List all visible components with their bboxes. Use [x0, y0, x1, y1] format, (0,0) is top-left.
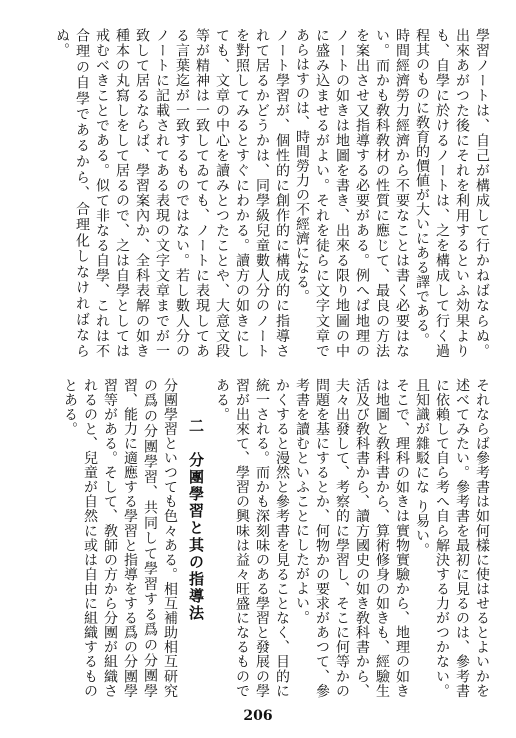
paragraph: それならば參考書は如何樣に使はせるとよいかを述べてみたい。參考書を最初に見るのは、參考書に依賴して自ら考へ自ら解決する力がつかない。且知識が雜駁にな り易い。: [414, 378, 490, 698]
upper-text-block: [22, 28, 492, 358]
paragraph: かくすると漫然と參考書を見ることなく、目的に統一される。而かも深刻味のある學習と發展の學習が出來て、學習の興味は益々旺盛になるものである。: [214, 378, 290, 698]
paragraph: ノート學習が、個性的に創作的に構成的に指導されて居るかどうかは、同學級兒童數人分のノートを對照してみるとすぐにわかる。讀方の如きにしても、文章の中心を讀みとつたことや、大意文段等が精神は一致してゐても、ノートに表現してある言葉迄が一致するものではない。若し數人分のノートに記載されてある表現の文字文章までが一致して居るならば、學習案內か、全科表解の如き種本の丸寫しをして居るので、之は自學としては戒むべきことである。似て非なる自學、これは不合理の自學であるから、合理化しなければならぬ。: [54, 28, 290, 358]
page-number: 206: [243, 708, 273, 724]
paragraph: 時間經濟勞力經濟から不要なことは書く必要はない。而かも敎科敎材の性質に應じて、最良の方法を案出させ又指導する必要がある。例へば地理のノートの如きは地圖を書き、出來る限り地圖の中に盛み込ませるがよい。それを徒らに文字文章であらはすのは、時間勞力の不經濟になる。: [294, 28, 410, 358]
section-heading: 二 分團學習と其の指導法: [187, 418, 205, 622]
paragraph: 分團學習といつても色々ある。相互補助相互研究の爲の分團學習、共同して學習する爲の分團學習、能力に適應する學習と指導をする爲の分團學習等がある。そして、敎師の方から分團が組織されるのと、兒童が自然に或は自由に組織するものとある。: [62, 378, 178, 698]
paragraph: 學習ノートは、自己が構成して行かねばならぬ。出來あがつた後にそれを利用するといふ効果よりも、自學に於けるノートは、之を構成して行く過程其のものに敎育的價値が大いにある譯である。: [414, 28, 490, 358]
lower-text-block: [22, 378, 492, 698]
paragraph: そこで、理科の如きは實物實驗から、地理の如きは地圖と敎科書から、算術修身の如きも、經驗生活及び敎科書から、讀方國史の如き敎科書から、夫々出發して、考察的に學習し、そこに何等かの問題を基にするとか、何物かの要求があつて、參考書を讀むといふことにしたがよい。: [294, 378, 410, 698]
